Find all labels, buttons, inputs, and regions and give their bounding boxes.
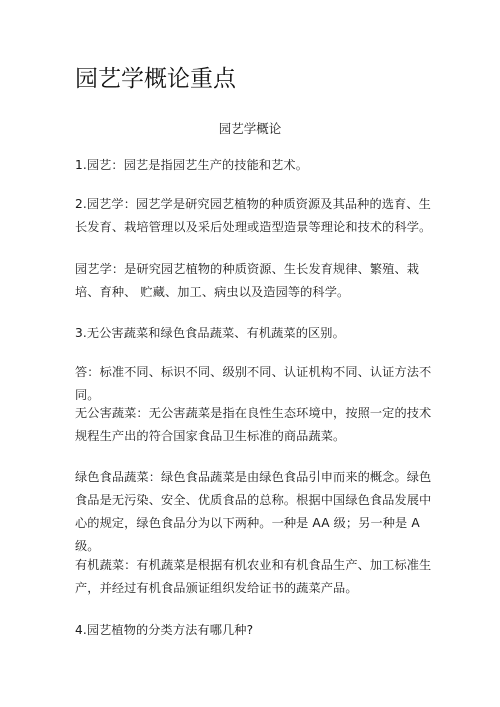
- paragraph-6: 无公害蔬菜：无公害蔬菜是指在良性生态环境中，按照一定的技术规程生产出的符合国家食品卫生标准的商品蔬菜。: [75, 406, 432, 443]
- document-title: 园艺学概论重点: [75, 66, 236, 92]
- paragraph-7: 绿色食品蔬菜：绿色食品蔬菜是由绿色食品引申而来的概念。绿色食品是无污染、安全、优质食品的总称。根据中国绿色食品发展中心的规定，绿色食品分为以下两种。一种是 AA 级；另一种是 A 级。: [75, 470, 432, 553]
- document-subtitle: 园艺学概论: [218, 121, 282, 136]
- paragraph-1: 1.园艺：园艺是指园艺生产的技能和艺术。: [75, 158, 309, 172]
- paragraph-4: 3.无公害蔬菜和绿色食品蔬菜、有机蔬菜的区别。: [75, 326, 345, 340]
- paragraph-3: 园艺学：是研究园艺植物的种质资源、生长发育规律、繁殖、栽培、育种、 贮藏、加工、病虫以及造园等的科学。: [75, 262, 420, 299]
- paragraph-9: 4.园艺植物的分类方法有哪几种?: [75, 623, 254, 637]
- paragraph-2: 2.园艺学：园艺学是研究园艺植物的种质资源及其品种的选育、生长发育、栽培管理以及采后处理或造型造景等理论和技术的科学。: [75, 197, 432, 234]
- paragraph-5: 答：标准不同、标识不同、级别不同、认证机构不同、认证方法不同。: [75, 365, 432, 402]
- paragraph-8: 有机蔬菜：有机蔬菜是根据有机农业和有机食品生产、加工标准生产，并经过有机食品颁证组织发给证书的蔬菜产品。: [75, 558, 432, 595]
